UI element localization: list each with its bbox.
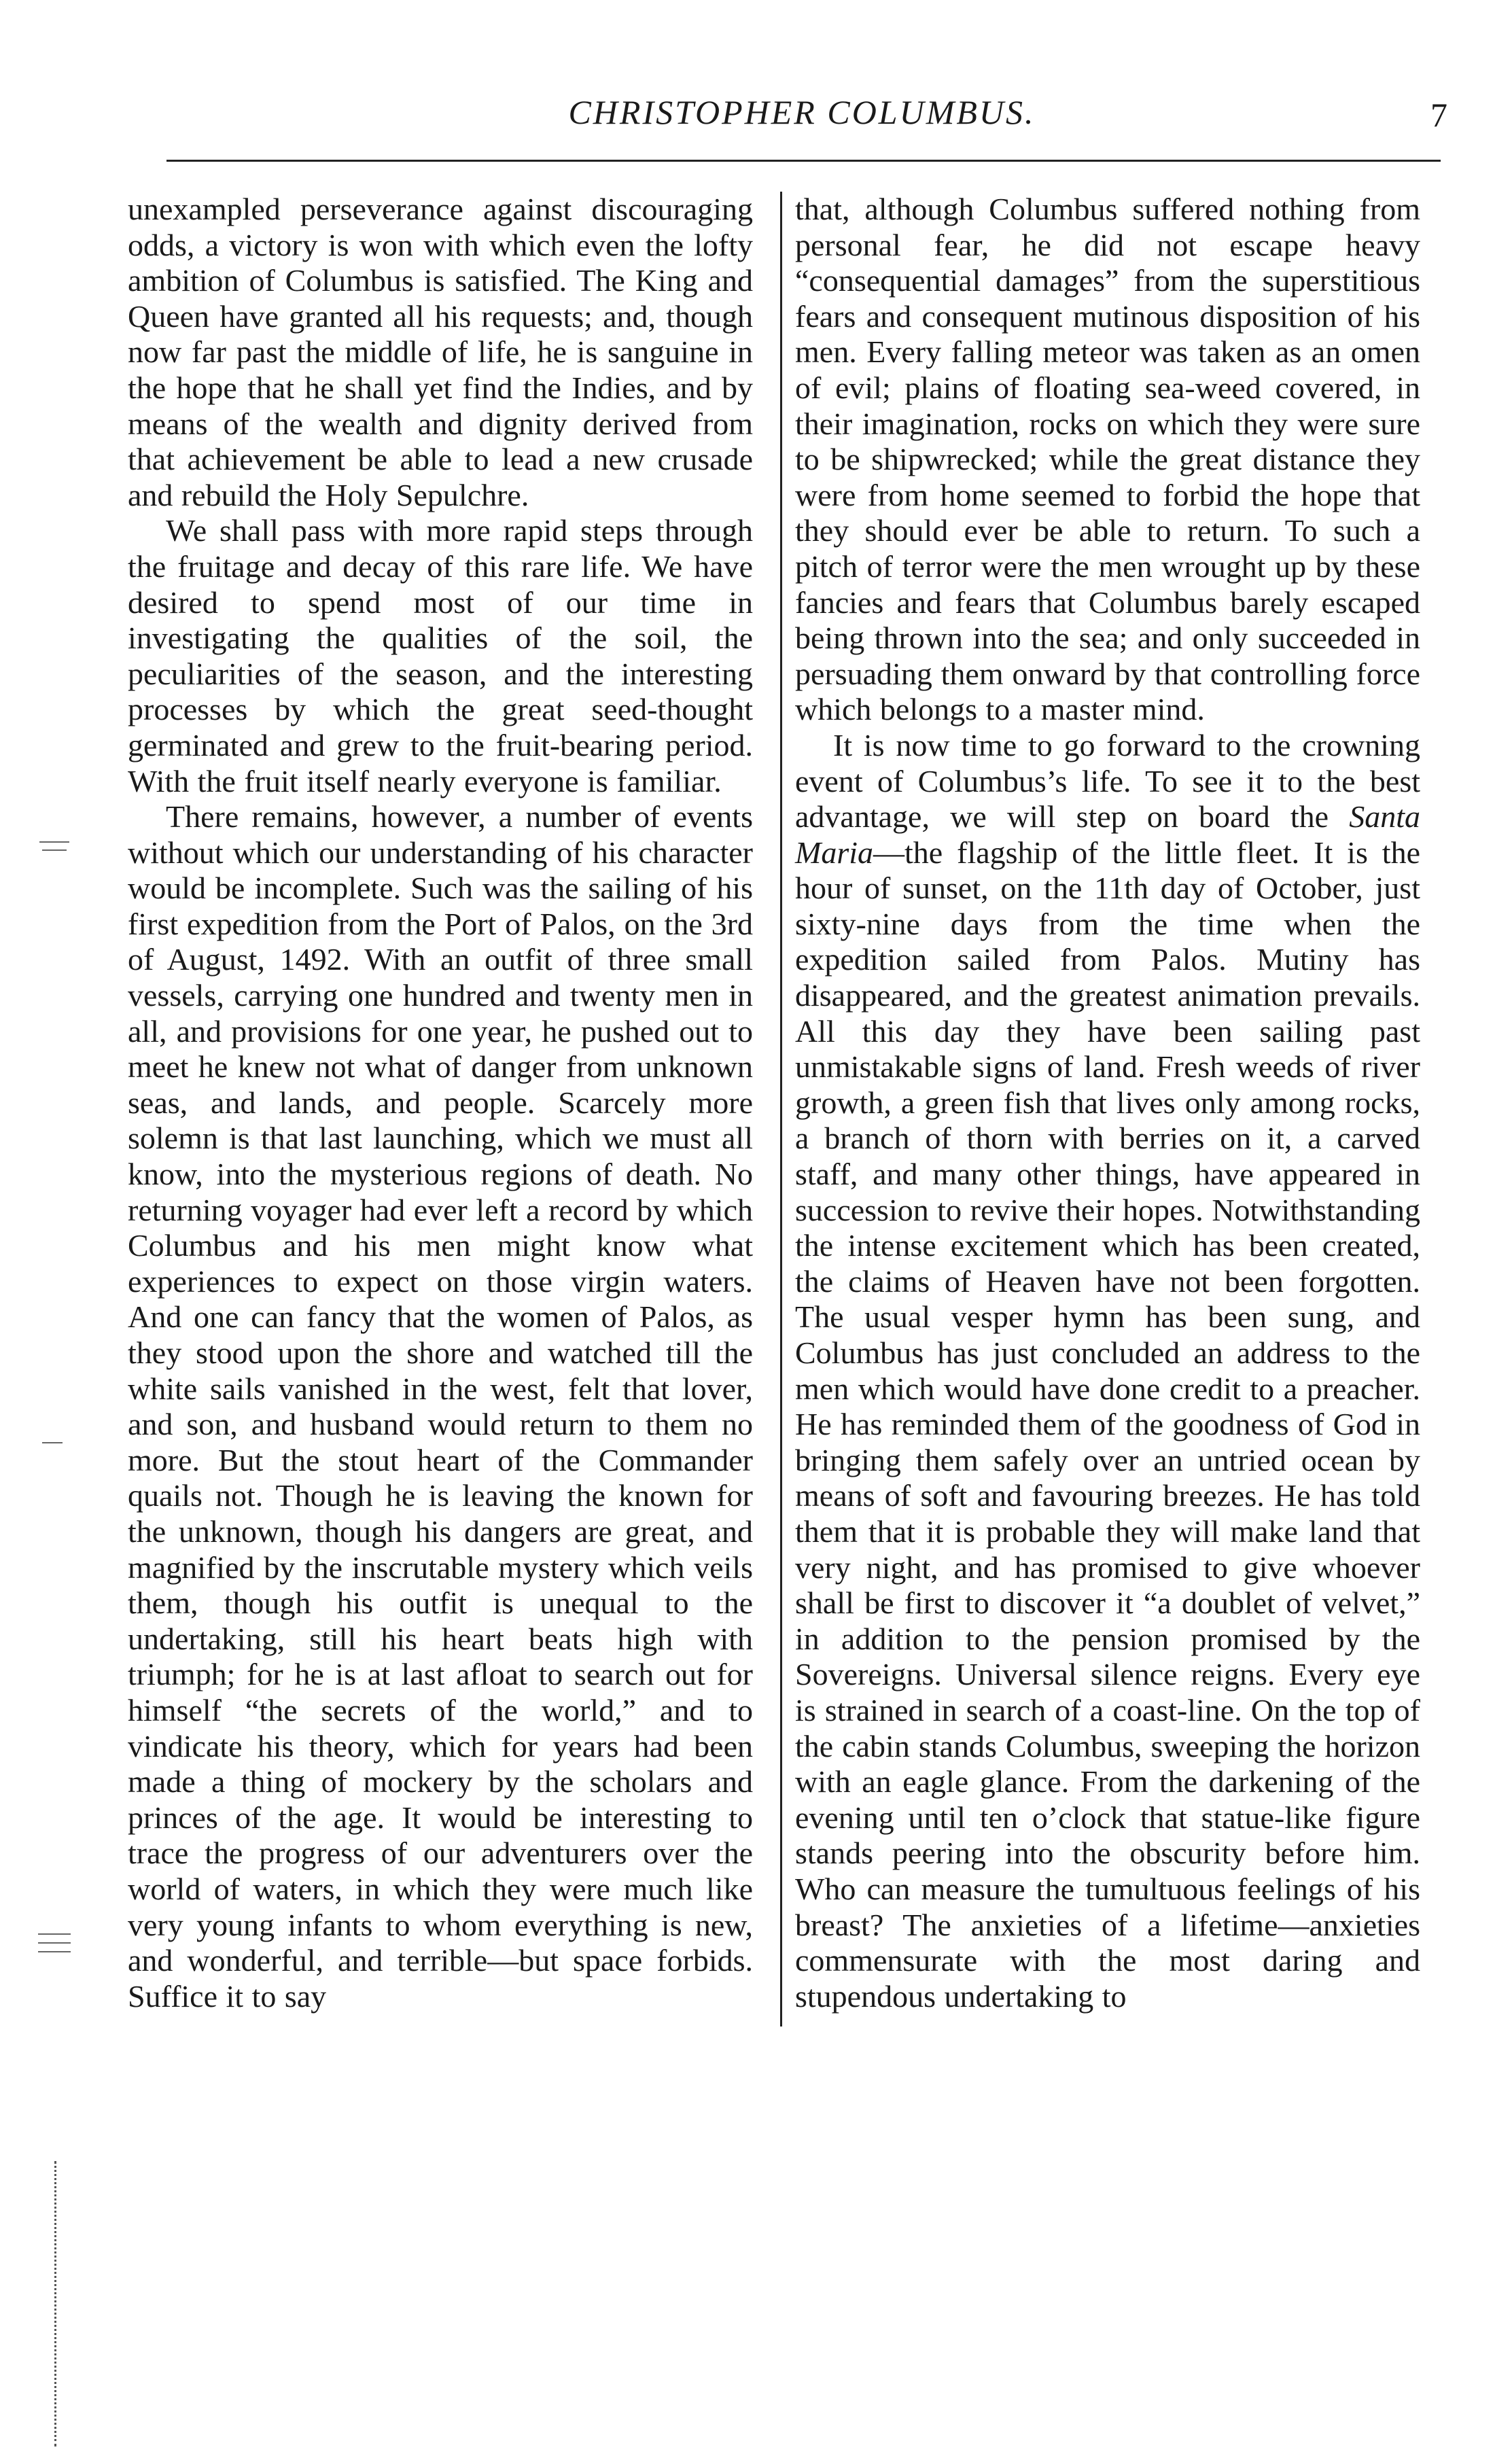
right-paragraph-2 [795,728,1420,2014]
right-paragraph-2-start: It is now time to go forward to the crowning event of Columbus’s life. To see it to the best advantage, we will step on board the [795,727,1420,835]
left-column [128,192,753,2014]
margin-dotted-line [54,2161,56,2446]
margin-tick [42,849,67,851]
page-number: 7 [1430,96,1447,134]
ship-name: Santa Maria [795,799,1420,870]
left-paragraph-1: unexampled perseverance against discouraging odds, a victory is won with which even the lofty ambition of Columbus is satisfied. The King and Queen have granted all his requests; and, though now far past the middle of life, he is sanguine in the hope that he shall yet find the Indies, and by means of the wealth and dignity derived from that achievement be able to lead a new crusade and rebuild the Holy Sepulchre. [128,192,753,512]
left-paragraph-2: We shall pass with more rapid steps through the fruitage and decay of this rare life. We have desired to spend most of our time in investigating the qualities of the soil, the peculiarities of the season, and the interesting processes by which the great seed-thought germinated and grew to the fruit-bearing period. With the fruit itself nearly everyone is familiar. [128,513,753,799]
column-divider [780,192,782,2027]
header-rule [166,160,1441,162]
margin-tick [38,1942,71,1944]
right-paragraph-2-rest: —the flagship of the little fleet. It is the hour of sunset, on the 11th day of October, just sixty-nine days from the time when the expedition sailed from Palos. Mutiny has disappeared, and the greatest animation prevails. All this day they have been sailing past unmistakable signs of land. Fresh weeds of river growth, a green fish that lives only among rocks, a branch of thorn with berries on it, a carved staff, and many other things, have appeared in succession to revive their hopes. Notwithstanding the intense excitement which has been created, the claims of Heaven have not been forgotten. The usual vesper hymn has been sung, and Columbus has just concluded an address to the men which would have done credit to a preacher. He has reminded them of the goodness of God in bringing them safely over an untried ocean by means of soft and favouring breezes. He has told them that it is probable they will make land that very night, and has promised to give whoever shall be first to discover it “a doublet of velvet,” in addition to the pension promised by the Sovereigns. Universal silence reigns. Every eye is strained in search of a coast-line. On the top of the cabin stands Columbus, sweeping the horizon with an eagle glance. From the darkening of the evening until ten o’clock that statue-like figure stands peering into the obscurity before him. Who can measure the tumultuous feelings of his breast? The anxieties of a lifetime—anxieties commensurate with the most daring and stupendous undertaking to [795,835,1420,2014]
margin-tick [39,841,69,843]
running-header [156,88,1447,150]
margin-tick [38,1933,71,1935]
margin-tick [42,1442,63,1443]
right-column [795,192,1420,2014]
running-title: CHRISTOPHER COLUMBUS. [568,93,1036,131]
left-paragraph-3: There remains, however, a number of events without which our understanding of his character would be incomplete. Such was the sailing of his first expedition from the Port of Palos, on the 3rd of August, 1492. With an outfit of three small vessels, carrying one hundred and twenty men in all, and provisions for one year, he pushed out to meet he knew not what of danger from unknown seas, and lands, and people. Scarcely more solemn is that last launching, which we must all know, into the mysterious regions of death. No returning voyager had ever left a record by which Columbus and his men might know what experiences to expect on those virgin waters. And one can fancy that the women of Palos, as they stood upon the shore and watched till the white sails vanished in the west, felt that lover, and son, and husband would return to them no more. But the stout heart of the Commander quails not. Though he is leaving the known for the unknown, though his dangers are great, and magnified by the inscrutable mystery which veils them, though his outfit is unequal to the undertaking, still his heart beats high with triumph; for he is at last afloat to search out for himself “the secrets of the world,” and to vindicate his theory, which for years had been made a thing of mockery by the scholars and princes of the age. It would be interesting to trace the progress of our adventurers over the world of waters, in which they were much like very young infants to whom everything is new, and wonderful, and terrible—but space forbids. Suffice it to say [128,799,753,2014]
right-paragraph-1: that, although Columbus suffered nothing from personal fear, he did not escape heavy “consequential damages” from the superstitious fears and consequent mutinous disposition of his men. Every falling meteor was taken as an omen of evil; plains of floating sea-weed covered, in their imagination, rocks on which they were sure to be shipwrecked; while the great distance they were from home seemed to forbid the hope that they should ever be able to return. To such a pitch of terror were the men wrought up by these fancies and fears that Columbus barely escaped being thrown into the sea; and only succeeded in persuading them onward by that controlling force which belongs to a master mind. [795,192,1420,727]
scan-margin-marks [0,0,102,2456]
margin-tick [38,1951,71,1952]
